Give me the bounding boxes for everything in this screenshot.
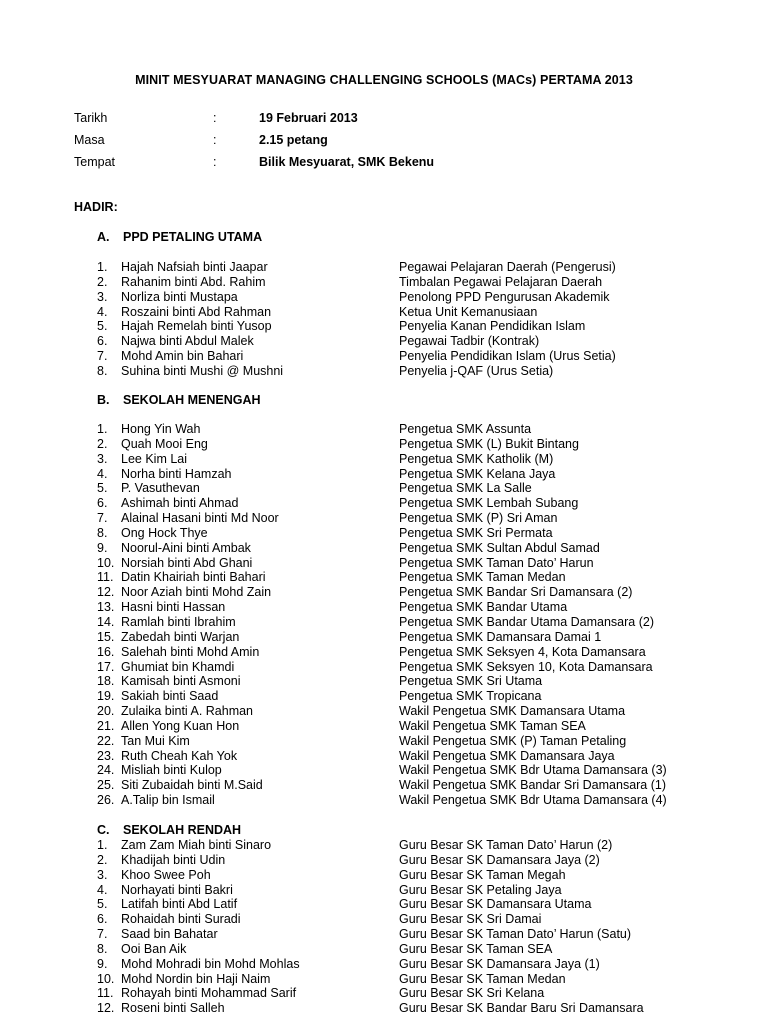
attendee-number: 9. bbox=[97, 956, 108, 971]
attendee-position: Ketua Unit Kemanusiaan bbox=[399, 304, 538, 319]
attendee-position: Pengetua SMK Bandar Utama bbox=[399, 600, 568, 615]
attendee-position: Pengetua SMK (P) Sri Aman bbox=[399, 511, 558, 526]
attendee-row bbox=[97, 556, 717, 571]
attendee-name: Ooi Ban Aik bbox=[121, 941, 187, 956]
attendee-name: Sakiah binti Saad bbox=[121, 689, 219, 704]
meta-colon: : bbox=[213, 111, 217, 125]
attendee-number: 11. bbox=[97, 986, 114, 1001]
section-letter: B. bbox=[97, 393, 110, 407]
attendee-name: Noorul-Aini binti Ambak bbox=[121, 540, 251, 555]
attendee-number: 1. bbox=[97, 260, 108, 274]
attendee-number: 5. bbox=[97, 481, 108, 496]
attendee-name: Khadijah binti Udin bbox=[121, 852, 226, 867]
attendee-position: Pengetua SMK Katholik (M) bbox=[399, 451, 554, 466]
attendee-name: Salehah binti Mohd Amin bbox=[121, 644, 260, 659]
attendee-number: 2. bbox=[97, 852, 108, 867]
attendee-number: 6. bbox=[97, 912, 108, 927]
section-title: SEKOLAH MENENGAH bbox=[123, 393, 261, 407]
attendee-list-sekolah-menengah bbox=[97, 422, 717, 808]
attendee-name: Roseni binti Salleh bbox=[121, 1001, 225, 1016]
attendee-name: Hasni binti Hassan bbox=[121, 600, 226, 615]
attendee-row bbox=[97, 927, 717, 942]
attendee-position: Guru Besar SK Petaling Jaya bbox=[399, 882, 562, 897]
attendee-position: Wakil Pengetua SMK Bdr Utama Damansara (4) bbox=[399, 793, 667, 808]
attendee-position: Pengetua SMK Lembah Subang bbox=[399, 496, 579, 511]
attendee-number: 23. bbox=[97, 748, 115, 763]
meta-value: 19 Februari 2013 bbox=[259, 111, 358, 125]
attendee-row bbox=[97, 897, 717, 912]
attendee-position: Wakil Pengetua SMK Bandar Sri Damansara (1) bbox=[399, 778, 667, 793]
attendee-row bbox=[97, 778, 717, 793]
attendee-name: Ghumiat bin Khamdi bbox=[121, 659, 235, 674]
section-letter: C. bbox=[97, 823, 110, 837]
document-title: MINIT MESYUARAT MANAGING CHALLENGING SCHOOLS (MACs) PERTAMA 2013 bbox=[135, 73, 633, 87]
attendance-heading: HADIR: bbox=[74, 200, 118, 214]
attendee-row bbox=[97, 305, 717, 320]
attendee-row bbox=[97, 615, 717, 630]
attendee-name: Kamisah binti Asmoni bbox=[121, 674, 241, 689]
attendee-position: Guru Besar SK Taman Dato’ Harun (2) bbox=[399, 838, 613, 852]
attendee-number: 3. bbox=[97, 451, 108, 466]
section-heading-b bbox=[97, 393, 261, 407]
attendee-position: Pengetua SMK Damansara Damai 1 bbox=[399, 629, 602, 644]
attendee-position: Wakil Pengetua SMK Taman SEA bbox=[399, 718, 586, 733]
attendee-position: Wakil Pengetua SMK Damansara Utama bbox=[399, 704, 626, 719]
attendee-row bbox=[97, 422, 717, 437]
attendee-number: 18. bbox=[97, 674, 115, 689]
attendee-number: 13. bbox=[97, 600, 115, 615]
attendee-position: Penyelia Kanan Pendidikan Islam bbox=[399, 319, 586, 334]
attendee-name: Hong Yin Wah bbox=[121, 422, 201, 436]
attendee-row bbox=[97, 481, 717, 496]
attendee-number: 6. bbox=[97, 496, 108, 511]
attendee-position: Penyelia Pendidikan Islam (Urus Setia) bbox=[399, 349, 616, 364]
attendee-number: 1. bbox=[97, 422, 108, 436]
attendee-position: Pengetua SMK (L) Bukit Bintang bbox=[399, 436, 579, 451]
attendee-position: Pengetua SMK Kelana Jaya bbox=[399, 466, 556, 481]
attendee-number: 24. bbox=[97, 763, 115, 778]
attendee-name: Zabedah binti Warjan bbox=[121, 629, 240, 644]
attendee-position: Pengetua SMK Taman Medan bbox=[399, 570, 566, 585]
attendee-position: Pengetua SMK Bandar Sri Damansara (2) bbox=[399, 585, 633, 600]
attendee-number: 21. bbox=[97, 718, 115, 733]
attendee-number: 16. bbox=[97, 644, 115, 659]
attendee-row bbox=[97, 1001, 717, 1016]
meta-colon: : bbox=[213, 155, 217, 169]
attendee-row bbox=[97, 719, 717, 734]
attendee-number: 5. bbox=[97, 319, 108, 334]
attendee-name: Hajah Remelah binti Yusop bbox=[121, 319, 272, 334]
attendee-position: Guru Besar SK Taman Dato’ Harun (Satu) bbox=[399, 927, 632, 942]
attendee-number: 19. bbox=[97, 689, 115, 704]
attendee-number: 4. bbox=[97, 882, 108, 897]
attendee-row bbox=[97, 704, 717, 719]
attendee-name: Datin Khairiah binti Bahari bbox=[121, 570, 266, 585]
attendee-position: Pengetua SMK Assunta bbox=[399, 422, 532, 436]
attendee-name: Ashimah binti Ahmad bbox=[121, 496, 239, 511]
attendee-name: Norliza binti Mustapa bbox=[121, 289, 238, 304]
attendee-number: 8. bbox=[97, 525, 108, 540]
attendee-position: Guru Besar SK Taman Megah bbox=[399, 867, 566, 882]
attendee-row bbox=[97, 437, 717, 452]
attendee-name: Rohayah binti Mohammad Sarif bbox=[121, 986, 297, 1001]
attendee-row bbox=[97, 838, 717, 853]
attendee-number: 2. bbox=[97, 274, 108, 289]
attendee-name: A.Talip bin Ismail bbox=[121, 793, 215, 808]
attendee-row bbox=[97, 645, 717, 660]
attendee-number: 26. bbox=[97, 793, 115, 808]
attendee-name: Saad bin Bahatar bbox=[121, 927, 218, 942]
attendee-row bbox=[97, 290, 717, 305]
attendee-position: Wakil Pengetua SMK (P) Taman Petaling bbox=[399, 733, 627, 748]
attendee-number: 9. bbox=[97, 540, 108, 555]
attendee-position: Pengetua SMK Taman Dato’ Harun bbox=[399, 555, 594, 570]
attendee-name: Ruth Cheah Kah Yok bbox=[121, 748, 238, 763]
attendee-row bbox=[97, 511, 717, 526]
attendee-name: Norsiah binti Abd Ghani bbox=[121, 555, 253, 570]
attendee-position: Guru Besar SK Damansara Jaya (2) bbox=[399, 852, 600, 867]
attendee-name: Quah Mooi Eng bbox=[121, 436, 208, 451]
meta-label: Masa bbox=[74, 133, 105, 147]
attendee-row bbox=[97, 541, 717, 556]
attendee-name: Lee Kim Lai bbox=[121, 451, 188, 466]
attendee-position: Guru Besar SK Sri Damai bbox=[399, 912, 542, 927]
attendee-number: 6. bbox=[97, 334, 108, 349]
attendee-name: Rohaidah binti Suradi bbox=[121, 912, 241, 927]
attendee-position: Pengetua SMK Seksyen 10, Kota Damansara bbox=[399, 659, 653, 674]
attendee-list-ppd bbox=[97, 260, 717, 379]
attendee-name: Mohd Nordin bin Haji Naim bbox=[121, 971, 271, 986]
attendee-number: 2. bbox=[97, 436, 108, 451]
attendee-position: Penolong PPD Pengurusan Akademik bbox=[399, 289, 610, 304]
attendee-name: Ong Hock Thye bbox=[121, 525, 208, 540]
attendee-position: Guru Besar SK Taman SEA bbox=[399, 941, 553, 956]
attendee-row bbox=[97, 763, 717, 778]
attendee-row bbox=[97, 749, 717, 764]
attendee-position: Wakil Pengetua SMK Damansara Jaya bbox=[399, 748, 615, 763]
meta-colon: : bbox=[213, 133, 217, 147]
attendee-name: Norhayati binti Bakri bbox=[121, 882, 233, 897]
attendee-position: Guru Besar SK Damansara Jaya (1) bbox=[399, 956, 600, 971]
attendee-row bbox=[97, 986, 717, 1001]
meta-value: 2.15 petang bbox=[259, 133, 328, 147]
section-title: PPD PETALING UTAMA bbox=[123, 230, 263, 244]
attendee-row bbox=[97, 275, 717, 290]
attendee-number: 8. bbox=[97, 941, 108, 956]
attendee-row bbox=[97, 883, 717, 898]
attendee-name: Tan Mui Kim bbox=[121, 733, 190, 748]
attendee-row bbox=[97, 496, 717, 511]
attendee-number: 25. bbox=[97, 778, 115, 793]
attendee-position: Pengetua SMK Tropicana bbox=[399, 689, 542, 704]
attendee-number: 15. bbox=[97, 629, 115, 644]
attendee-row bbox=[97, 660, 717, 675]
section-title: SEKOLAH RENDAH bbox=[123, 823, 242, 837]
meta-label: Tarikh bbox=[74, 111, 108, 125]
attendee-number: 4. bbox=[97, 466, 108, 481]
attendee-number: 5. bbox=[97, 897, 108, 912]
attendee-row bbox=[97, 957, 717, 972]
attendee-number: 7. bbox=[97, 511, 108, 526]
attendee-position: Guru Besar SK Damansara Utama bbox=[399, 897, 592, 912]
attendee-name: Rahanim binti Abd. Rahim bbox=[121, 274, 266, 289]
attendee-row bbox=[97, 349, 717, 364]
attendee-name: Mohd Amin bin Bahari bbox=[121, 349, 244, 364]
attendee-name: Latifah binti Abd Latif bbox=[121, 897, 238, 912]
attendee-row bbox=[97, 734, 717, 749]
attendee-position: Pengetua SMK La Salle bbox=[399, 481, 532, 496]
attendee-row bbox=[97, 334, 717, 349]
attendee-name: Noor Aziah binti Mohd Zain bbox=[121, 585, 272, 600]
attendee-name: Zam Zam Miah binti Sinaro bbox=[121, 838, 272, 852]
attendee-number: 3. bbox=[97, 867, 108, 882]
attendee-row bbox=[97, 260, 717, 275]
attendee-name: Norha binti Hamzah bbox=[121, 466, 232, 481]
attendee-position: Timbalan Pegawai Pelajaran Daerah bbox=[399, 274, 603, 289]
attendee-position: Pengetua SMK Seksyen 4, Kota Damansara bbox=[399, 644, 646, 659]
attendee-number: 10. bbox=[97, 555, 115, 570]
attendee-name: Suhina binti Mushi @ Mushni bbox=[121, 363, 284, 378]
attendee-number: 10. bbox=[97, 971, 115, 986]
attendee-name: Zulaika binti A. Rahman bbox=[121, 704, 254, 719]
attendee-number: 12. bbox=[97, 585, 115, 600]
attendee-position: Penyelia j-QAF (Urus Setia) bbox=[399, 363, 554, 378]
attendee-number: 14. bbox=[97, 614, 115, 629]
attendee-name: Alainal Hasani binti Md Noor bbox=[121, 511, 279, 526]
attendee-name: Najwa binti Abdul Malek bbox=[121, 334, 254, 349]
attendee-number: 22. bbox=[97, 733, 115, 748]
attendee-number: 11. bbox=[97, 570, 114, 585]
attendee-position: Pegawai Tadbir (Kontrak) bbox=[399, 334, 540, 349]
attendee-name: Misliah binti Kulop bbox=[121, 763, 222, 778]
attendee-row bbox=[97, 853, 717, 868]
section-heading-a bbox=[97, 230, 262, 244]
attendee-number: 12. bbox=[97, 1001, 115, 1016]
attendee-position: Guru Besar SK Sri Kelana bbox=[399, 986, 545, 1001]
attendee-row bbox=[97, 364, 717, 379]
attendee-position: Pegawai Pelajaran Daerah (Pengerusi) bbox=[399, 260, 616, 274]
attendee-position: Pengetua SMK Bandar Utama Damansara (2) bbox=[399, 614, 654, 629]
attendee-position: Pengetua SMK Sri Permata bbox=[399, 525, 553, 540]
attendee-number: 7. bbox=[97, 349, 108, 364]
attendee-name: Siti Zubaidah binti M.Said bbox=[121, 778, 263, 793]
attendee-row bbox=[97, 452, 717, 467]
attendee-row bbox=[97, 630, 717, 645]
attendee-number: 7. bbox=[97, 927, 108, 942]
attendee-name: Allen Yong Kuan Hon bbox=[121, 718, 240, 733]
attendee-position: Wakil Pengetua SMK Bdr Utama Damansara (3) bbox=[399, 763, 667, 778]
attendee-number: 8. bbox=[97, 363, 108, 378]
meta-label: Tempat bbox=[74, 155, 115, 169]
attendee-row bbox=[97, 868, 717, 883]
meta-value: Bilik Mesyuarat, SMK Bekenu bbox=[259, 155, 435, 169]
attendee-row bbox=[97, 467, 717, 482]
attendee-position: Guru Besar SK Taman Medan bbox=[399, 971, 566, 986]
attendee-row bbox=[97, 942, 717, 957]
attendee-number: 1. bbox=[97, 838, 108, 852]
attendee-row bbox=[97, 585, 717, 600]
attendee-row bbox=[97, 319, 717, 334]
attendee-row bbox=[97, 526, 717, 541]
section-heading-c bbox=[97, 823, 241, 837]
attendee-row bbox=[97, 793, 717, 808]
attendee-name: Ramlah binti Ibrahim bbox=[121, 614, 236, 629]
attendee-number: 3. bbox=[97, 289, 108, 304]
attendee-position: Pengetua SMK Sri Utama bbox=[399, 674, 543, 689]
attendee-name: Mohd Mohradi bin Mohd Mohlas bbox=[121, 956, 300, 971]
attendee-row bbox=[97, 972, 717, 987]
attendee-name: Roszaini binti Abd Rahman bbox=[121, 304, 272, 319]
attendee-row bbox=[97, 689, 717, 704]
attendee-row bbox=[97, 570, 717, 585]
attendee-row bbox=[97, 674, 717, 689]
attendee-name: Hajah Nafsiah binti Jaapar bbox=[121, 260, 268, 274]
attendee-position: Guru Besar SK Bandar Baru Sri Damansara bbox=[399, 1001, 644, 1016]
attendee-name: P. Vasuthevan bbox=[121, 481, 200, 496]
attendee-position: Pengetua SMK Sultan Abdul Samad bbox=[399, 540, 600, 555]
section-letter: A. bbox=[97, 230, 110, 244]
attendee-row bbox=[97, 912, 717, 927]
attendee-number: 20. bbox=[97, 704, 115, 719]
attendee-number: 4. bbox=[97, 304, 108, 319]
attendee-row bbox=[97, 600, 717, 615]
attendee-list-sekolah-rendah bbox=[97, 838, 717, 1016]
attendee-number: 17. bbox=[97, 659, 115, 674]
attendee-name: Khoo Swee Poh bbox=[121, 867, 211, 882]
